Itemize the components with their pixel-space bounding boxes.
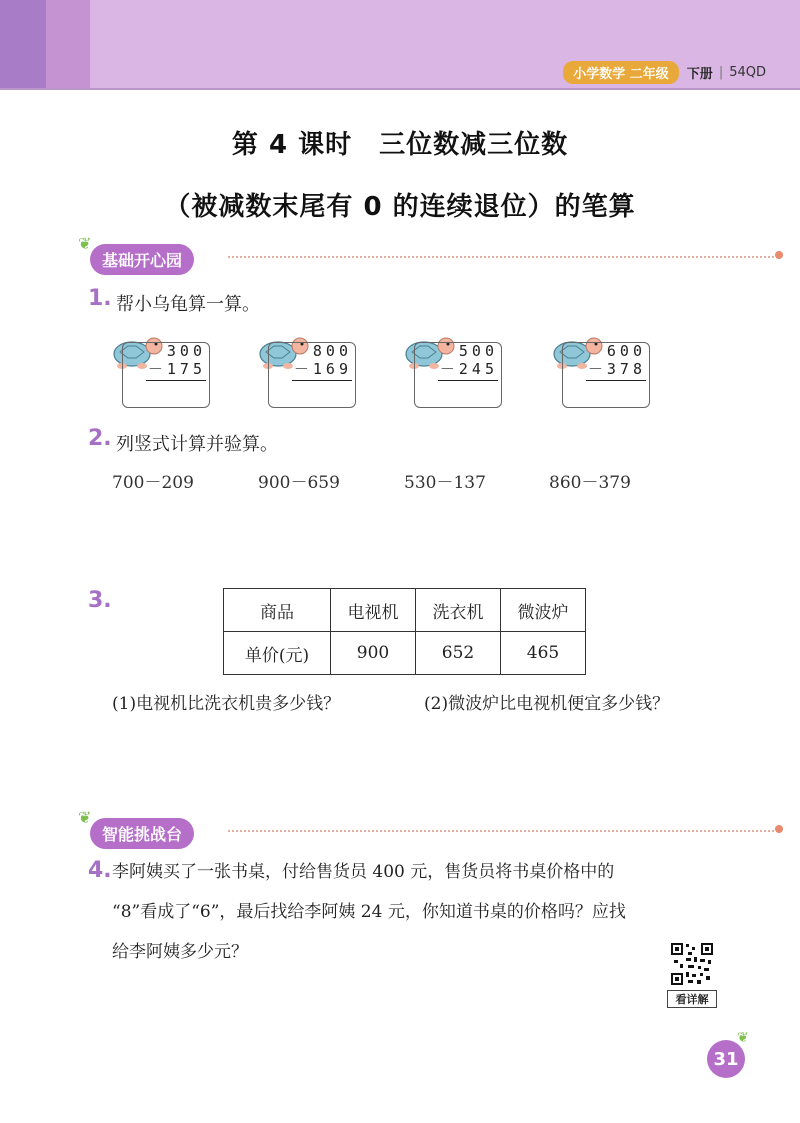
subtrahend: －169 (293, 360, 352, 378)
qr-label[interactable]: 看详解 (667, 990, 717, 1008)
table-cell: 900 (331, 632, 416, 675)
sum-line (146, 380, 206, 381)
dotted-divider (228, 830, 778, 832)
leaf-icon: ❦ (78, 808, 92, 827)
sum-line (292, 380, 352, 381)
leaf-icon: ❦ (737, 1030, 749, 1046)
subtrahend: －175 (147, 360, 206, 378)
section-challenge-header (78, 808, 194, 849)
table-row (224, 632, 586, 675)
header-divider (0, 88, 800, 90)
volume-label: 下册 (686, 67, 713, 82)
table-cell: 单价(元) (224, 632, 331, 675)
page-number: 31 (707, 1040, 745, 1078)
header-book-info (563, 61, 766, 84)
header-separator: | (718, 65, 724, 80)
q4-number: 4. (88, 858, 112, 883)
divider-end-dot (775, 825, 783, 833)
header-stripe-mid (46, 0, 90, 90)
sum-line (586, 380, 646, 381)
table-header-row (224, 589, 586, 632)
subtrahend: －245 (439, 360, 498, 378)
q3-sub1: (1)电视机比洗衣机贵多少钱？ (112, 694, 341, 714)
q4-line2: “8”看成了“6”，最后找给李阿姨 24 元，你知道书桌的价格吗？应找 (112, 902, 626, 922)
q3-number: 3. (88, 588, 112, 613)
minuend: 600 (606, 342, 646, 360)
q1-text: 帮小乌龟算一算。 (116, 294, 260, 315)
lesson-title: 第 4 课时 三位数减三位数 (231, 130, 569, 160)
section-basic-header (78, 234, 194, 275)
dotted-divider (228, 256, 778, 258)
q3-sub2: (2)微波炉比电视机便宜多少钱？ (424, 694, 670, 714)
header-stripe-dark (0, 0, 46, 90)
expr-1: 700－209 (112, 473, 194, 493)
q4-line1: 李阿姨买了一张书桌，付给售货员 400 元，售货员将书桌价格中的 (112, 862, 615, 882)
price-table (223, 588, 586, 675)
q2-number: 2. (88, 426, 112, 451)
section-label-challenge: 智能挑战台 (102, 825, 183, 844)
divider-end-dot (775, 251, 783, 259)
table-cell: 电视机 (331, 589, 416, 632)
q2-text: 列竖式计算并验算。 (116, 434, 278, 455)
minuend: 300 (166, 342, 206, 360)
section-badge-basic (78, 234, 194, 275)
minuend: 500 (458, 342, 498, 360)
section-label-basic: 基础开心园 (102, 251, 183, 270)
lesson-subtitle: （被减数末尾有 0 的连续退位）的笔算 (164, 192, 636, 222)
subject-pill: 小学数学 二年级 (563, 61, 679, 84)
q1-number: 1. (88, 286, 112, 311)
qr-code-icon[interactable] (670, 942, 714, 986)
header-band (0, 0, 800, 90)
edition-code: 54QD (729, 65, 766, 80)
subtrahend: －378 (587, 360, 646, 378)
table-cell: 652 (416, 632, 501, 675)
minuend: 800 (312, 342, 352, 360)
leaf-icon: ❦ (78, 234, 92, 253)
table-cell: 465 (501, 632, 586, 675)
table-cell: 洗衣机 (416, 589, 501, 632)
sum-line (438, 380, 498, 381)
expr-2: 900－659 (258, 473, 340, 493)
expr-3: 530－137 (404, 473, 486, 493)
expr-4: 860－379 (549, 473, 631, 493)
q4-line3: 给李阿姨多少元？ (112, 942, 248, 962)
table-cell: 商品 (224, 589, 331, 632)
section-badge-challenge (78, 808, 194, 849)
table-cell: 微波炉 (501, 589, 586, 632)
